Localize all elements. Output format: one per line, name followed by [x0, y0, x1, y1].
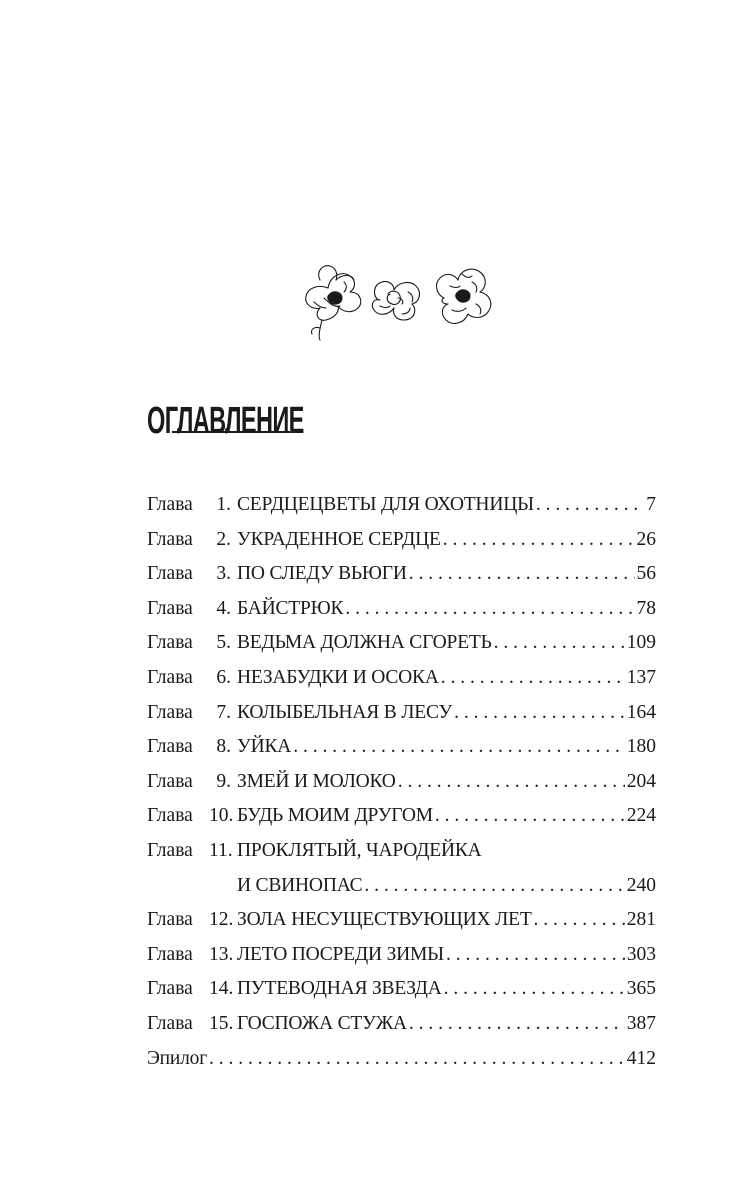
page-number: 78 — [636, 597, 656, 619]
chapter-number: 12. — [209, 909, 234, 931]
chapter-number: 2. — [216, 528, 231, 550]
epilogue-label: Эпилог — [147, 1047, 208, 1069]
page-number: 109 — [626, 632, 656, 654]
dot-leader — [409, 563, 635, 585]
chapter-number: 8. — [216, 736, 231, 758]
dot-leader — [446, 944, 625, 966]
toc-heading: ОГЛАВЛЕНИЕ — [147, 400, 304, 442]
chapter-title: СЕРДЦЕЦВЕТЫ ДЛЯ ОХОТНИЦЫ — [237, 494, 534, 515]
page-number: 56 — [636, 563, 656, 585]
dot-leader — [409, 1013, 625, 1035]
page-number: 26 — [636, 528, 656, 550]
toc-entry[interactable] — [147, 632, 656, 667]
chapter-prefix: Глава — [147, 943, 193, 965]
chapter-title: БАЙСТРЮК — [237, 597, 344, 619]
chapter-number: 15. — [209, 1012, 234, 1034]
page-number: 303 — [626, 943, 656, 965]
chapter-title-continued: И СВИНОПАС — [237, 874, 363, 896]
page-number: 412 — [626, 1047, 656, 1069]
toc-entry-epilogue[interactable] — [147, 1048, 656, 1083]
chapter-prefix: Глава — [147, 770, 193, 792]
chapter-title: ПУТЕВОДНАЯ ЗВЕЗДА — [237, 978, 442, 1000]
chapter-title: КОЛЫБЕЛЬНАЯ В ЛЕСУ — [237, 701, 453, 723]
dot-leader — [398, 771, 625, 793]
toc-entry[interactable] — [147, 529, 656, 564]
chapter-title: УКРАДЕННОЕ СЕРДЦЕ — [237, 528, 441, 550]
toc-entry[interactable] — [147, 805, 656, 840]
chapter-title: ВЕДЬМА ДОЛЖНА СГОРЕТЬ — [237, 632, 492, 654]
dot-leader — [534, 909, 625, 931]
chapter-title: НЕЗАБУДКИ И ОСОКА — [237, 666, 439, 688]
toc-entry[interactable] — [147, 1013, 656, 1048]
page-number: 224 — [626, 805, 656, 827]
chapter-title: ЛЕТО ПОСРЕДИ ЗИМЫ — [237, 943, 444, 965]
peony-flower-icon — [306, 266, 361, 340]
toc-entry[interactable] — [147, 944, 656, 979]
dot-leader — [364, 875, 624, 897]
chapter-prefix: Глава — [147, 528, 193, 550]
page-number: 164 — [626, 701, 656, 723]
chapter-number: 6. — [216, 666, 231, 688]
toc-entry[interactable] — [147, 563, 656, 598]
chapter-prefix: Глава — [147, 736, 193, 758]
dot-leader — [441, 667, 625, 689]
chapter-number: 7. — [216, 701, 231, 723]
chapter-title: ПРОКЛЯТЫЙ, ЧАРОДЕЙКА — [237, 839, 482, 861]
chapter-number: 13. — [209, 943, 234, 965]
dot-leader — [444, 978, 625, 1000]
chapter-prefix: Глава — [147, 701, 193, 723]
dot-leader — [209, 1048, 625, 1070]
dot-leader — [293, 736, 625, 758]
toc-entry[interactable] — [147, 736, 656, 771]
chapter-prefix: Глава — [147, 909, 193, 931]
chapter-title: УЙКА — [237, 736, 292, 758]
dot-leader — [494, 632, 625, 654]
chapter-number: 9. — [216, 770, 231, 792]
chapter-number: 4. — [216, 597, 231, 619]
page-number: 7 — [646, 494, 656, 515]
page-number: 137 — [626, 666, 656, 688]
page-number: 180 — [626, 736, 656, 758]
dot-leader — [536, 494, 644, 516]
toc-entry-continuation[interactable] — [147, 875, 656, 910]
peony-flower-icon — [437, 269, 491, 323]
chapter-number: 1. — [216, 494, 231, 515]
chapter-prefix: Глава — [147, 839, 193, 861]
toc-entry[interactable] — [147, 840, 656, 875]
chapter-prefix: Глава — [147, 597, 193, 619]
rose-flower-icon — [372, 281, 419, 320]
chapter-title: ЗМЕЙ И МОЛОКО — [237, 770, 396, 792]
toc-entry[interactable] — [147, 978, 656, 1013]
chapter-prefix: Глава — [147, 563, 193, 585]
chapter-number: 5. — [216, 632, 231, 654]
chapter-prefix: Глава — [147, 494, 193, 515]
flower-ornament — [300, 258, 500, 342]
chapter-prefix: Глава — [147, 632, 193, 654]
chapter-number: 14. — [209, 978, 234, 1000]
chapter-prefix: Глава — [147, 666, 193, 688]
toc-entry[interactable] — [147, 771, 656, 806]
page-number: 281 — [626, 909, 656, 931]
chapter-title: ПО СЛЕДУ ВЬЮГИ — [237, 563, 407, 585]
chapter-number: 3. — [216, 563, 231, 585]
page-number: 204 — [626, 770, 656, 792]
chapter-number: 11. — [209, 839, 233, 861]
dot-leader — [345, 598, 634, 620]
toc-entry[interactable] — [147, 667, 656, 702]
table-of-contents — [147, 494, 656, 1082]
chapter-number: 10. — [209, 805, 234, 827]
toc-entry[interactable] — [147, 909, 656, 944]
heading-decoration-line — [172, 431, 290, 433]
page-number: 240 — [626, 874, 656, 896]
toc-entry[interactable] — [147, 494, 656, 529]
toc-entry[interactable] — [147, 598, 656, 633]
dot-leader — [454, 702, 625, 724]
chapter-prefix: Глава — [147, 805, 193, 827]
chapter-title: ГОСПОЖА СТУЖА — [237, 1012, 407, 1034]
dot-leader — [435, 805, 625, 827]
chapter-prefix: Глава — [147, 1012, 193, 1034]
chapter-prefix: Глава — [147, 978, 193, 1000]
chapter-title: ЗОЛА НЕСУЩЕСТВУЮЩИХ ЛЕТ — [237, 909, 532, 931]
page-number: 387 — [626, 1012, 656, 1034]
toc-entry[interactable] — [147, 702, 656, 737]
chapter-title: БУДЬ МОИМ ДРУГОМ — [237, 805, 433, 827]
page-number: 365 — [626, 978, 656, 1000]
dot-leader — [443, 529, 635, 551]
